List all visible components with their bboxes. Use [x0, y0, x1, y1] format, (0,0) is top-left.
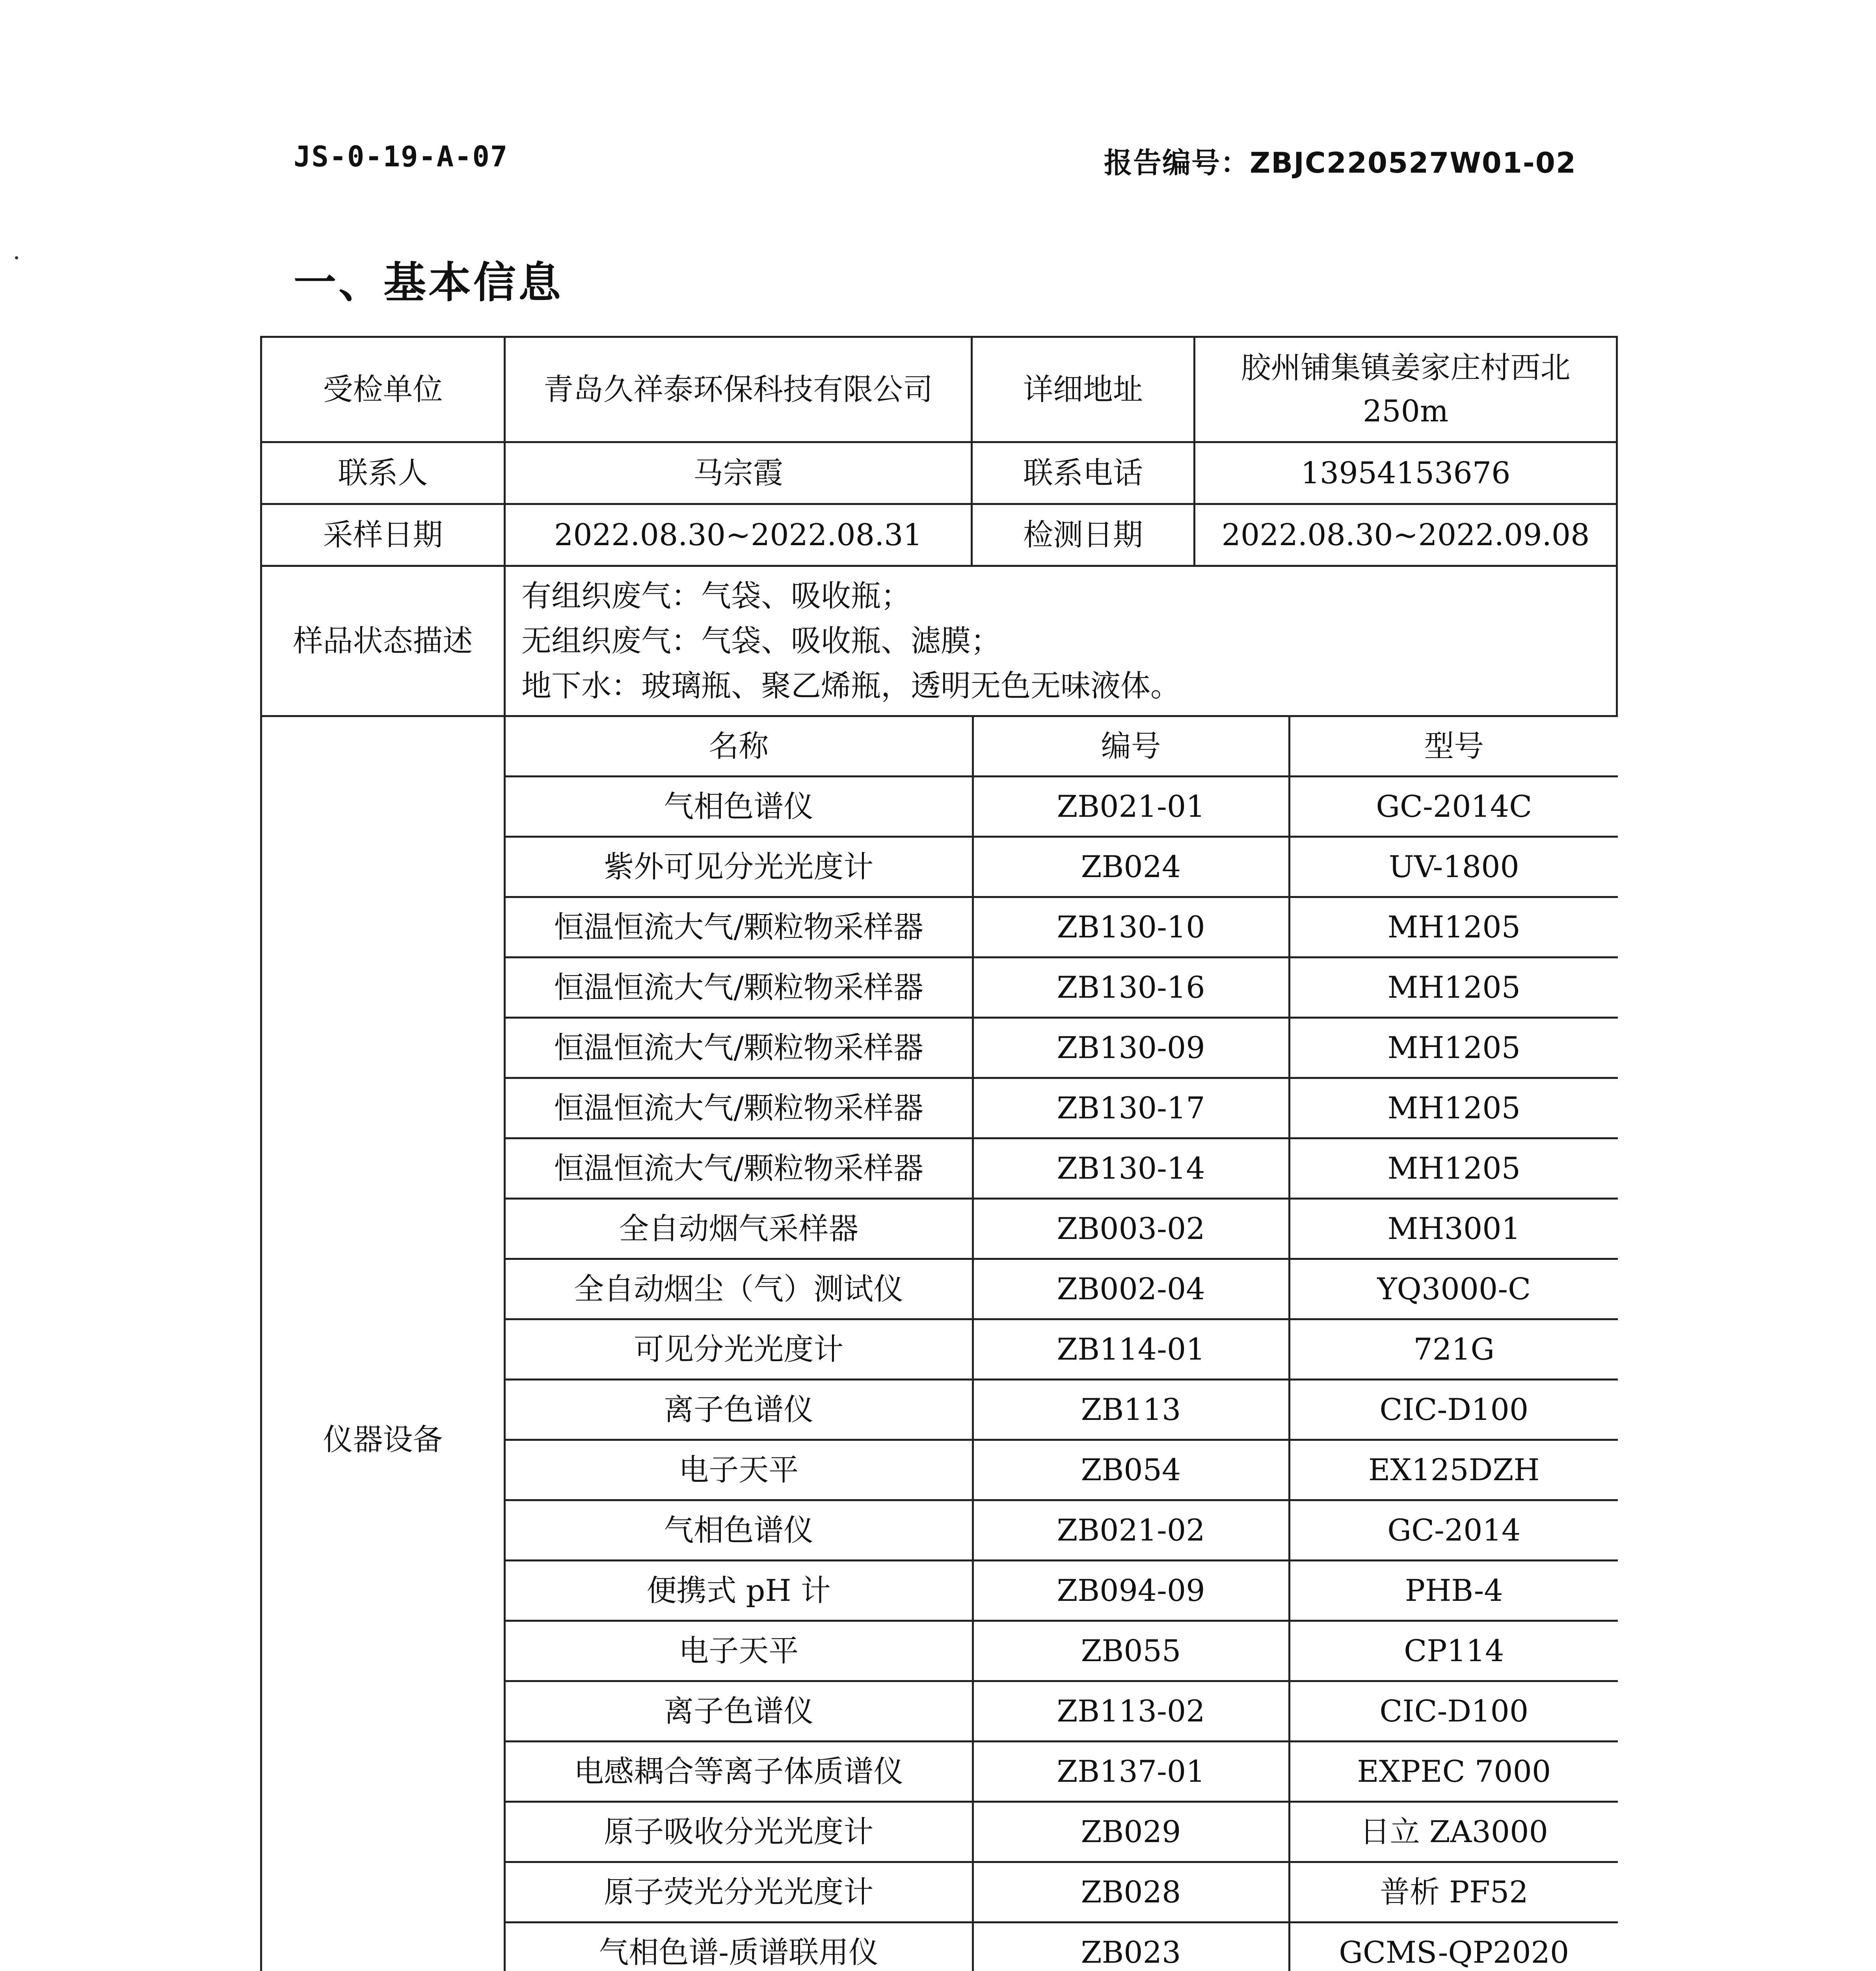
table-row	[506, 897, 1618, 958]
instrument-id: ZB023	[973, 1923, 1289, 1971]
instrument-name: 气相色谱-质谱联用仪	[506, 1923, 973, 1971]
instruments-label: 仪器设备	[261, 716, 505, 1971]
instrument-name: 离子色谱仪	[506, 1681, 973, 1742]
instrument-model: MH1205	[1289, 1018, 1618, 1078]
unit-label: 受检单位	[261, 337, 505, 442]
sample-desc-value	[505, 566, 1617, 716]
instrument-name: 恒温恒流大气/颗粒物采样器	[506, 1078, 973, 1138]
instrument-model: UV-1800	[1289, 837, 1618, 897]
phone-label: 联系电话	[972, 442, 1195, 504]
instrument-name: 全自动烟气采样器	[506, 1199, 973, 1259]
instrument-model: EXPEC 7000	[1289, 1742, 1618, 1802]
instruments-table	[506, 717, 1618, 1971]
instrument-model: MH1205	[1289, 897, 1618, 958]
instrument-model: 普析 PF52	[1289, 1862, 1618, 1923]
address-label: 详细地址	[972, 337, 1195, 442]
instrument-id: ZB130-17	[973, 1078, 1289, 1138]
instrument-id: ZB113-02	[973, 1681, 1289, 1742]
table-row	[506, 1742, 1618, 1802]
sample-desc-line: 无组织废气：气袋、吸收瓶、滤膜；	[521, 623, 1001, 658]
instrument-id: ZB003-02	[973, 1199, 1289, 1259]
row-contact	[261, 442, 1617, 504]
row-unit	[261, 337, 1617, 442]
table-row	[506, 1138, 1618, 1199]
instrument-id: ZB130-14	[973, 1138, 1289, 1199]
contact-label: 联系人	[261, 442, 505, 504]
instrument-model: PHB-4	[1289, 1561, 1618, 1621]
sample-desc-line: 有组织废气：气袋、吸收瓶；	[521, 578, 911, 613]
table-row	[506, 1078, 1618, 1138]
table-row	[506, 1862, 1618, 1923]
table-row	[506, 1380, 1618, 1440]
instrument-name: 电子天平	[506, 1621, 973, 1681]
instrument-name: 原子荧光分光光度计	[506, 1862, 973, 1923]
instrument-model: 日立 ZA3000	[1289, 1802, 1618, 1862]
row-instruments	[261, 716, 1617, 1971]
instrument-id: ZB054	[973, 1440, 1289, 1500]
instrument-name: 可见分光光度计	[506, 1319, 973, 1380]
instrument-id: ZB094-09	[973, 1561, 1289, 1621]
instrument-name: 恒温恒流大气/颗粒物采样器	[506, 958, 973, 1018]
table-row	[506, 1681, 1618, 1742]
instrument-model: CIC-D100	[1289, 1380, 1618, 1440]
instruments-header-row	[506, 717, 1618, 777]
report-number: 报告编号：ZBJC220527W01-02	[1104, 146, 1576, 179]
table-row	[506, 1500, 1618, 1561]
sample-desc-line: 地下水：玻璃瓶、聚乙烯瓶，透明无色无味液体。	[521, 668, 1180, 703]
instrument-name: 电子天平	[506, 1440, 973, 1500]
table-row	[506, 1440, 1618, 1500]
address-value: 胶州铺集镇姜家庄村西北 250m	[1195, 337, 1617, 442]
table-row	[506, 777, 1618, 837]
unit-value: 青岛久祥泰环保科技有限公司	[505, 337, 972, 442]
instrument-id: ZB024	[973, 837, 1289, 897]
instruments-column-header: 型号	[1289, 717, 1618, 777]
instrument-id: ZB130-16	[973, 958, 1289, 1018]
instrument-id: ZB021-02	[973, 1500, 1289, 1561]
sample-desc-label: 样品状态描述	[261, 566, 505, 716]
test-date-label: 检测日期	[972, 504, 1195, 566]
instrument-model: EX125DZH	[1289, 1440, 1618, 1500]
table-row	[506, 1319, 1618, 1380]
instrument-id: ZB130-09	[973, 1018, 1289, 1078]
test-date-value: 2022.08.30~2022.09.08	[1195, 504, 1617, 566]
table-row	[506, 1923, 1618, 1971]
table-row	[506, 837, 1618, 897]
instrument-model: CP114	[1289, 1621, 1618, 1681]
table-row	[506, 1621, 1618, 1681]
instrument-model: MH3001	[1289, 1199, 1618, 1259]
instrument-model: YQ3000-C	[1289, 1259, 1618, 1319]
table-row	[506, 958, 1618, 1018]
instrument-id: ZB021-01	[973, 777, 1289, 837]
doc-code: JS-0-19-A-07	[294, 140, 508, 173]
instrument-model: GC-2014	[1289, 1500, 1618, 1561]
instrument-name: 全自动烟尘（气）测试仪	[506, 1259, 973, 1319]
instrument-name: 气相色谱仪	[506, 777, 973, 837]
table-row	[506, 1561, 1618, 1621]
scan-speck	[15, 256, 18, 259]
instrument-model: GC-2014C	[1289, 777, 1618, 837]
instrument-id: ZB130-10	[973, 897, 1289, 958]
instrument-id: ZB113	[973, 1380, 1289, 1440]
instrument-model: 721G	[1289, 1319, 1618, 1380]
table-row	[506, 1199, 1618, 1259]
row-dates	[261, 504, 1617, 566]
instrument-name: 离子色谱仪	[506, 1380, 973, 1440]
instrument-id: ZB137-01	[973, 1742, 1289, 1802]
row-sample-desc	[261, 566, 1617, 716]
instruments-column-header: 编号	[973, 717, 1289, 777]
instrument-model: MH1205	[1289, 1078, 1618, 1138]
basic-info-table	[260, 336, 1618, 1971]
section-title: 一、基本信息	[294, 258, 564, 307]
instruments-column-header: 名称	[506, 717, 973, 777]
sampling-date-label: 采样日期	[261, 504, 505, 566]
instrument-id: ZB028	[973, 1862, 1289, 1923]
table-row	[506, 1259, 1618, 1319]
instrument-name: 恒温恒流大气/颗粒物采样器	[506, 897, 973, 958]
instrument-name: 原子吸收分光光度计	[506, 1802, 973, 1862]
table-row	[506, 1802, 1618, 1862]
instrument-name: 便携式 pH 计	[506, 1561, 973, 1621]
instrument-name: 电感耦合等离子体质谱仪	[506, 1742, 973, 1802]
instrument-id: ZB029	[973, 1802, 1289, 1862]
instrument-name: 恒温恒流大气/颗粒物采样器	[506, 1138, 973, 1199]
instrument-model: CIC-D100	[1289, 1681, 1618, 1742]
instrument-name: 气相色谱仪	[506, 1500, 973, 1561]
contact-value: 马宗霞	[505, 442, 972, 504]
instrument-model: GCMS-QP2020	[1289, 1923, 1618, 1971]
table-row	[506, 1018, 1618, 1078]
instrument-name: 恒温恒流大气/颗粒物采样器	[506, 1018, 973, 1078]
instrument-id: ZB002-04	[973, 1259, 1289, 1319]
instrument-name: 紫外可见分光光度计	[506, 837, 973, 897]
instrument-id: ZB055	[973, 1621, 1289, 1681]
instrument-model: MH1205	[1289, 1138, 1618, 1199]
instrument-model: MH1205	[1289, 958, 1618, 1018]
sampling-date-value: 2022.08.30~2022.08.31	[505, 504, 972, 566]
phone-value: 13954153676	[1195, 442, 1617, 504]
instrument-id: ZB114-01	[973, 1319, 1289, 1380]
